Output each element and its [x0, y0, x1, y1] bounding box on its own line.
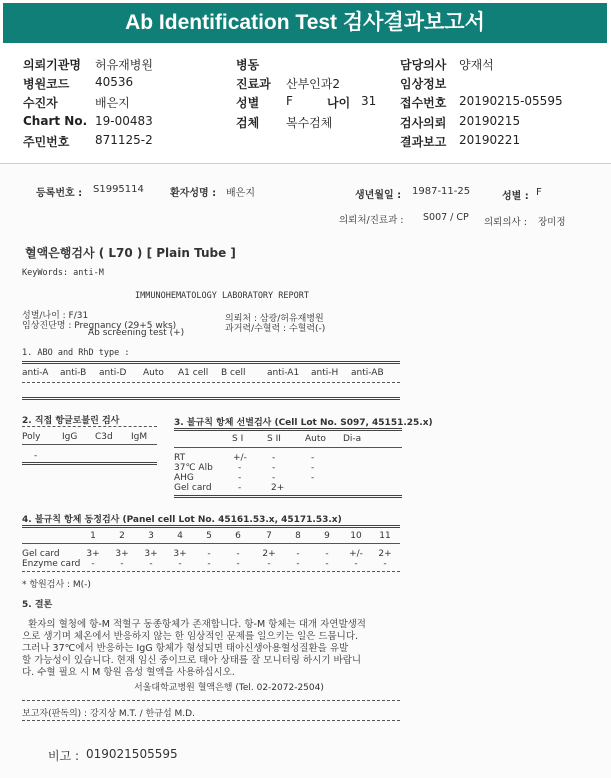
rule	[174, 428, 402, 431]
panel-cell: 2+	[262, 549, 276, 559]
screen-cell: -	[272, 473, 276, 483]
rule	[174, 495, 402, 498]
panel-col-number: 10	[350, 531, 362, 541]
rule	[22, 525, 400, 528]
screen-row-label: RT	[174, 453, 186, 463]
rule	[22, 382, 400, 383]
info-value: 19-00483	[95, 114, 153, 128]
screen-cell: -	[311, 463, 315, 473]
rule	[22, 700, 400, 701]
screen-cell: -	[238, 483, 242, 493]
remark-label: 비고 :	[48, 749, 80, 763]
abo-title: 1. ABO and RhD type :	[22, 348, 130, 358]
info-row	[23, 56, 153, 73]
screen-title: 3. 불규칙 항체 선별검사 (Cell Lot No. S097, 45151.25.x)	[174, 418, 433, 428]
conclusion-line: 할 가능성이 있습니다. 현재 임신 중이므로 태아 상태를 잘 모니터링 하시기 바랍니	[22, 655, 362, 666]
panel-cell: -	[236, 559, 240, 569]
panel-cell: -	[267, 559, 271, 569]
panel-cell: 3+	[115, 549, 129, 559]
info-row	[23, 94, 130, 111]
panel-col-number: 9	[324, 531, 330, 541]
info-label: 수진자	[23, 96, 58, 110]
dat-col: C3d	[95, 432, 113, 442]
info-row	[236, 56, 259, 73]
section-title: 혈액은행검사 ( L70 ) [ Plain Tube ]	[25, 246, 236, 260]
conclusion-line: 그러나 37℃에서 반응하는 IgG 항체가 형성되면 태아신생아용혈성질환을 유발	[22, 643, 349, 654]
panel-cell: -	[207, 549, 211, 559]
info-row	[327, 94, 377, 111]
info-value: 871125-2	[95, 133, 153, 147]
abo-col: anti-H	[311, 368, 339, 378]
history: 과거력/수혈력 : 수혈력(-)	[225, 324, 326, 334]
panel-row-label: Enzyme card	[22, 559, 81, 569]
info-label: 주민번호	[23, 135, 70, 149]
panel-col-number: 5	[206, 531, 212, 541]
panel-cell: +/-	[349, 549, 363, 559]
conclusion-line: 으로 생기며 체온에서 반응하지 않는 한 임상적인 문제를 일으키는 일은 드뭅니다.	[22, 631, 359, 642]
panel-cell: 3+	[144, 549, 158, 559]
dat-col: Poly	[22, 432, 41, 442]
info-label: 나이	[327, 96, 351, 110]
abo-col: anti-AB	[351, 368, 384, 378]
panel-cell: 2+	[378, 549, 392, 559]
keywords: KeyWords: anti-M	[22, 268, 104, 278]
info-value: 산부인과2	[286, 77, 341, 91]
info-row	[400, 133, 521, 150]
screen-col: Di-a	[343, 434, 362, 444]
rule	[22, 720, 400, 721]
abo-col: anti-A	[22, 368, 49, 378]
panel-col-number: 2	[119, 531, 125, 541]
info-row	[400, 94, 563, 111]
panel-cell: -	[236, 549, 240, 559]
info-label: 진료과	[236, 77, 271, 91]
dat-value: -	[34, 451, 38, 461]
doc-label: 의뢰의사 :	[484, 217, 527, 228]
clinical-diagnosis: 임상진단명 : Pregnancy (29+5 wks)	[22, 321, 177, 331]
info-label: 성별	[236, 96, 260, 110]
info-label: 의뢰기관명	[23, 58, 81, 72]
dept-label: 의뢰처/진료과 :	[339, 215, 404, 226]
panel-cell: -	[296, 559, 300, 569]
info-row	[400, 75, 446, 92]
panel-cell: -	[91, 559, 95, 569]
info-row	[236, 75, 341, 92]
lab-title: IMMUNOHEMATOLOGY LABORATORY REPORT	[135, 291, 309, 301]
doc-value: 장미정	[538, 217, 566, 228]
info-label: 검사의뢰	[400, 116, 447, 130]
panel-col-number: 4	[177, 531, 183, 541]
screen-cell: -	[311, 473, 315, 483]
screen-cell: -	[272, 453, 276, 463]
info-value: 20190221	[459, 133, 521, 147]
dat-title: 2. 직접 항글로불린 검사	[22, 416, 120, 426]
reporter-line: 보고자(판독의) : 강지상 M.T. / 한규섭 M.D.	[22, 709, 195, 719]
info-value: 20190215-05595	[459, 94, 563, 108]
abo-col: B cell	[221, 368, 246, 378]
panel-col-number: 7	[266, 531, 272, 541]
dat-col: IgM	[131, 432, 148, 442]
panel-cell: 3+	[173, 549, 187, 559]
dob-label: 생년월일 :	[355, 190, 402, 201]
info-row	[400, 56, 494, 73]
info-row	[236, 94, 293, 111]
sex-age: 성별/나이 : F/31	[22, 311, 89, 321]
rule	[22, 543, 400, 544]
rule	[22, 361, 400, 364]
screen-col: S I	[232, 434, 244, 444]
screen-row-label: Gel card	[174, 483, 212, 493]
info-label: 담당의사	[400, 58, 447, 72]
panel-cell: -	[178, 559, 182, 569]
screen-cell: -	[311, 453, 315, 463]
abo-col: anti-B	[60, 368, 87, 378]
panel-cell: -	[383, 559, 387, 569]
info-value: 양재석	[459, 58, 494, 72]
name-label: 환자성명 :	[170, 188, 217, 199]
screen-cell: -	[238, 463, 242, 473]
abo-col: A1 cell	[178, 368, 209, 378]
sex-value: F	[536, 187, 542, 198]
screen-cell: -	[272, 463, 276, 473]
info-value: 허유재병원	[95, 58, 153, 72]
hospital-line: 서울대학교병원 혈액은행 (Tel. 02-2072-2504)	[134, 683, 324, 693]
abo-col: anti-D	[99, 368, 127, 378]
report-title-bar	[3, 3, 607, 43]
info-row	[236, 114, 333, 131]
screen-col: Auto	[305, 434, 326, 444]
dept-value: S007 / CP	[423, 212, 469, 223]
conclusion-line: 다. 수혈 필요 시 M 항원 음성 혈액을 사용하십시오.	[22, 667, 235, 678]
clinical-diagnosis-2: Ab screening test (+)	[88, 328, 185, 338]
antigen-result: * 항원검사 : M(-)	[22, 580, 91, 590]
info-label: 병원코드	[23, 77, 70, 91]
info-value: 31	[361, 94, 377, 108]
info-label: 병동	[236, 58, 260, 72]
report-title: Ab Identification Test 검사결과보고서	[125, 11, 485, 34]
screen-cell: 2+	[271, 483, 285, 493]
sex-label: 성별 :	[502, 191, 529, 202]
info-row	[23, 114, 153, 128]
panel-cell: -	[296, 549, 300, 559]
conclusion-title: 5. 결론	[22, 600, 53, 610]
name-value: 배은지	[226, 188, 255, 199]
panel-cell: -	[325, 559, 329, 569]
info-label: 임상정보	[400, 77, 447, 91]
abo-col: anti-A1	[267, 368, 300, 378]
info-row	[400, 114, 521, 131]
panel-cell: -	[325, 549, 329, 559]
panel-cell: 3+	[86, 549, 100, 559]
info-row	[23, 133, 153, 150]
panel-cell: -	[207, 559, 211, 569]
remark-value: 019021505595	[86, 747, 178, 761]
referrer: 의뢰처 : 삼광/허유재병원	[225, 314, 324, 324]
screen-col: S II	[267, 434, 281, 444]
screen-cell: +/-	[233, 453, 247, 463]
panel-cell: -	[120, 559, 124, 569]
patient-info-panel	[3, 50, 607, 160]
rule	[22, 571, 400, 572]
abo-col: Auto	[143, 368, 164, 378]
rule	[22, 462, 157, 465]
screen-row-label: AHG	[174, 473, 194, 483]
conclusion-line: 환자의 혈청에 항-M 적혈구 동종항체가 존재합니다. 항-M 항체는 대개 자연발생적	[22, 619, 366, 630]
reg-label: 등록번호 :	[36, 188, 83, 199]
info-label: 접수번호	[400, 96, 447, 110]
panel-title: 4. 불규칙 항체 동정검사 (Panel cell Lot No. 45161.53.x, 45171.53.x)	[22, 515, 342, 525]
screen-row-label: 37℃ Alb	[174, 463, 213, 473]
reg-value: S1995114	[93, 184, 144, 195]
dat-col: IgG	[62, 432, 78, 442]
panel-col-number: 8	[295, 531, 301, 541]
panel-cell: -	[149, 559, 153, 569]
info-row	[23, 75, 134, 92]
info-value: F	[286, 94, 293, 108]
rule	[22, 444, 157, 445]
screen-cell: -	[238, 473, 242, 483]
info-value: 40536	[95, 75, 134, 89]
dob-value: 1987-11-25	[412, 186, 471, 197]
panel-row-label: Gel card	[22, 549, 60, 559]
info-label: 검체	[236, 116, 260, 130]
scanned-report	[0, 164, 611, 778]
rule	[22, 397, 400, 400]
info-label: Chart No.	[23, 114, 88, 128]
panel-col-number: 6	[235, 531, 241, 541]
panel-cell: -	[354, 559, 358, 569]
rule	[174, 447, 402, 448]
info-value: 배은지	[95, 96, 130, 110]
rule	[22, 426, 157, 427]
panel-col-number: 1	[90, 531, 96, 541]
info-value: 20190215	[459, 114, 521, 128]
panel-col-number: 11	[379, 531, 391, 541]
panel-col-number: 3	[148, 531, 154, 541]
info-label: 결과보고	[400, 135, 447, 149]
info-value: 복수검체	[286, 116, 333, 130]
